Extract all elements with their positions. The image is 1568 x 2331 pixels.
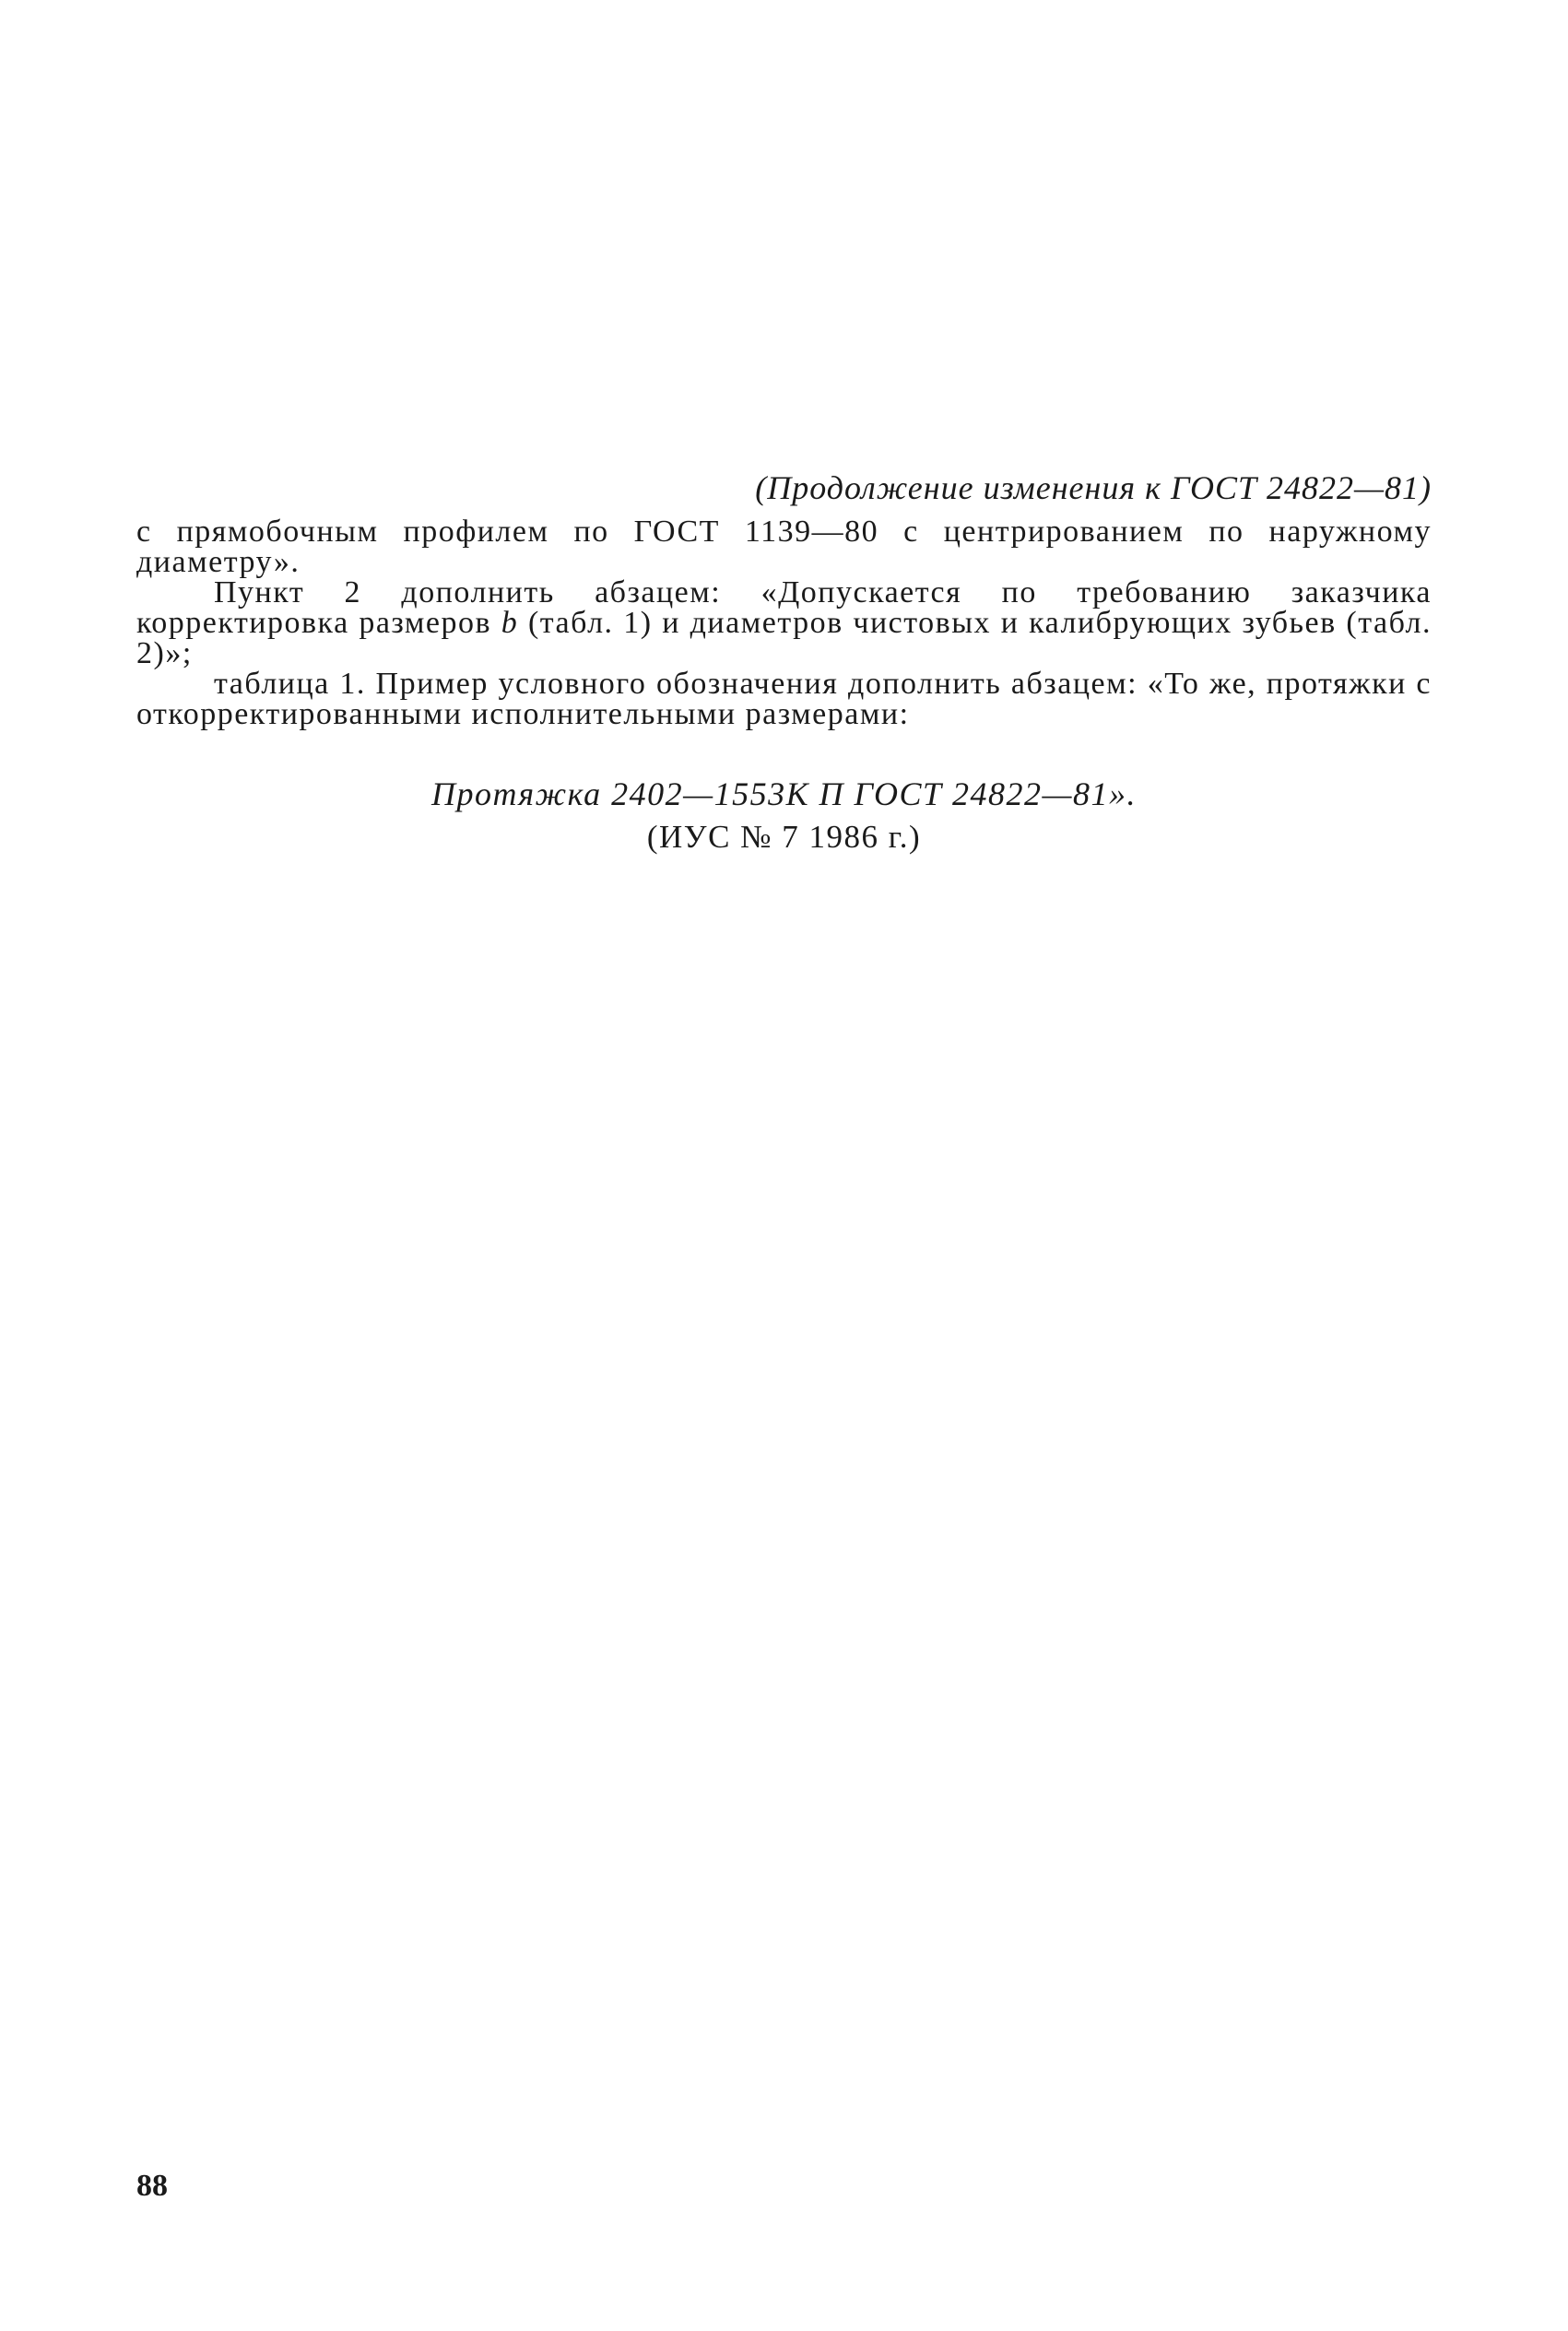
continuation-header: (Продолжение изменения к ГОСТ 24822—81): [755, 469, 1432, 506]
paragraph-item-2: [136, 577, 1432, 669]
paragraph-item-2-text-after: (табл. 1) и диаметров чистовых и калибрующих зубьев (табл. 2)»;: [136, 606, 1432, 670]
page-number: 88: [136, 2169, 168, 2203]
body-text: [136, 516, 1432, 729]
source-note: (ИУС № 7 1986 г.): [646, 819, 922, 855]
paragraph-continued: с прямобочным профилем по ГОСТ 1139—80 с центрированием по наружному диаметру».: [136, 515, 1432, 579]
paragraph-table-1: таблица 1. Пример условного обозначения дополнить абзацем: «То же, протяжки с откорректированными исполнительными размерами:: [136, 667, 1432, 731]
designation-example: Протяжка 2402—1553К П ГОСТ 24822—81».: [430, 775, 1138, 812]
dimension-symbol: b: [501, 606, 519, 640]
paragraph-item-2-text-before: Пункт 2 дополнить абзацем: «Допускается по требованию заказчика корректировка размеров: [136, 575, 1432, 640]
